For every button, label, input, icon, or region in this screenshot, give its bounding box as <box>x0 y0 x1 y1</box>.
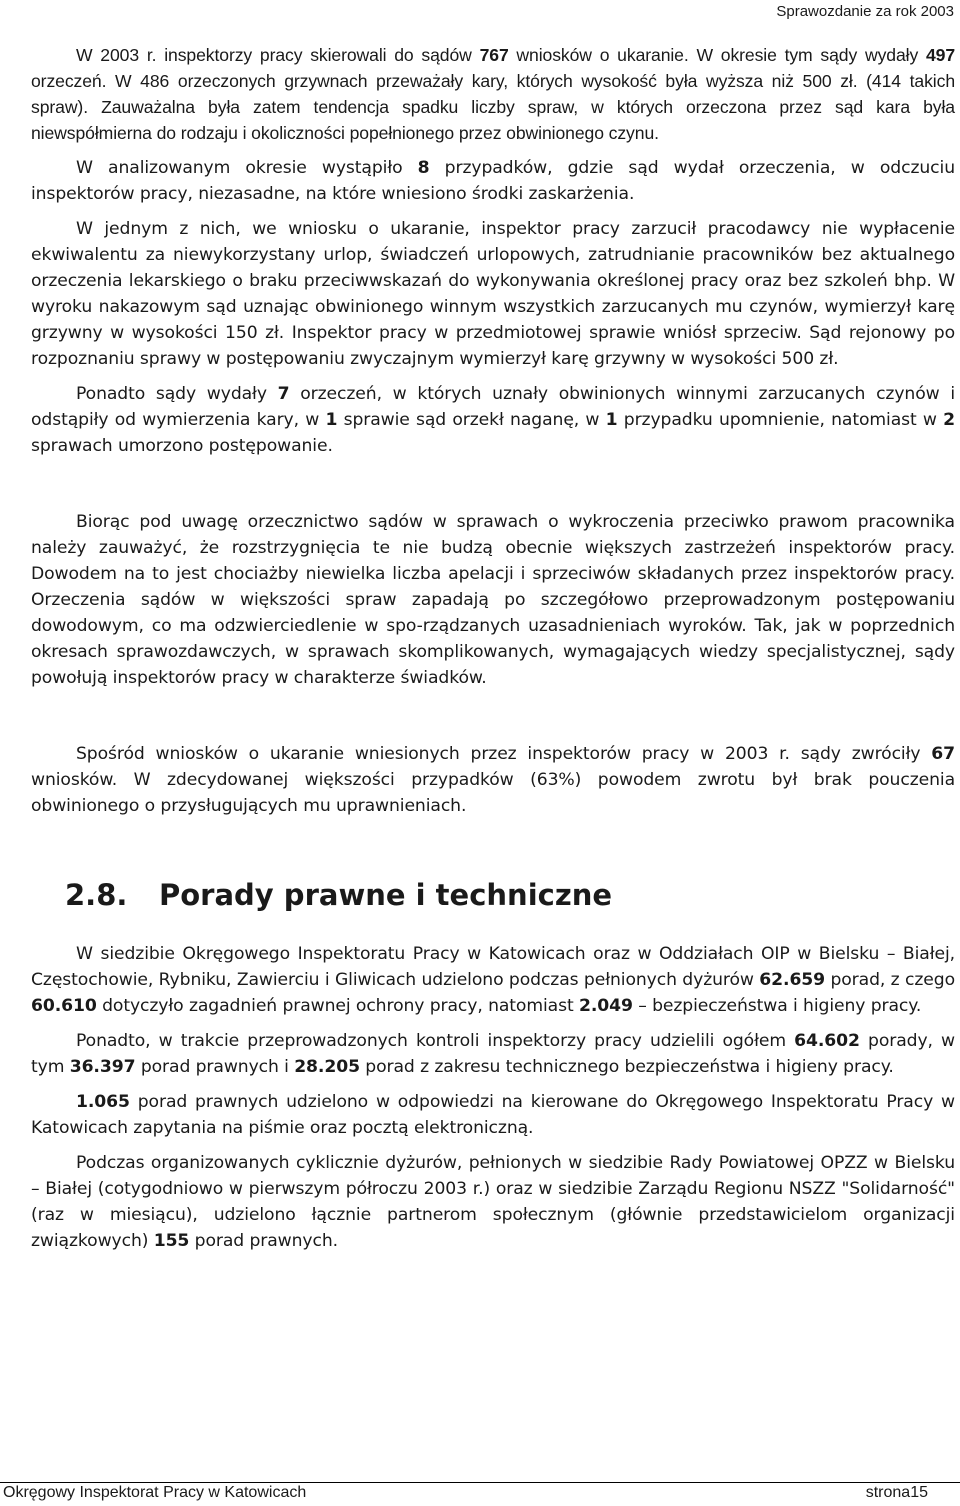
paragraph-case-law-assessment: Biorąc pod uwagę orzecznictwo sądów w sprawach o wykroczenia przeciwko prawom pracownika należy zauważyć, że rozstrzygnięcia te nie budzą obecnie większych zastrzeżeń inspektorów pracy. Dowodem na to jest chociażby niewielka liczba apelacji i sprzeciwów składanych przez inspektorów pracy. Orzeczenia sądów w większości spraw zapadają po szczegółowo przeprowadzonym postępowaniu dowodowym, co ma odzwierciedlenie w spo-rządzanych uzasadnieniach wyroków. Tak, jak w poprzednich okresach sprawozdawczych, w sprawach skomplikowanych, wymagających wiedzy specjalistycznej, sądy powołują inspektorów pracy w charakterze świadków. <box>31 512 955 688</box>
section-title: Porady prawne i techniczne <box>159 878 613 912</box>
section-heading <box>65 875 955 915</box>
section-number: 2.8. <box>65 878 128 912</box>
paragraph-union-duties: Podczas organizowanych cyklicznie dyżurów, pełnionych w siedzibie Rady Powiatowej OPZZ w Bielsku – Białej (cotygodniowo w pierwszym półroczu 2003 r.) oraz w siedzibie Zarządu Regionu NSZZ "Solidarność" (raz w miesiącu), udzielono łącznie partnerom społecznym (głównie przedstawicielom organizacji związkowych) 155 porad prawnych. <box>31 1153 955 1251</box>
paragraph-inspection-advice: Ponadto, w trakcie przeprowadzonych kontroli inspektorzy pracy udzielili ogółem 64.602 porady, w tym 36.397 porad prawnych i 28.205 porad z zakresu technicznego bezpieczeństwa i higieny pracy. <box>31 1031 956 1077</box>
paragraph-example-case: W jednym z nich, we wniosku o ukaranie, inspektor pracy zarzucił pracodawcy nie wypłacenie ekwiwalentu za niewykorzystany urlop, świadczeń urlopowych, zatrudnianie pracowników bez aktualnego orzeczenia lekarskiego o braku przeciwwskazań do wykonywania określonej pracy oraz bez szkoleń bhp. W wyroku nakazowym sąd uznając obwinionego winnym wszystkich zarzucanych mu czynów, wymierzył karę grzywny w wysokości 150 zł. Inspektor pracy w przedmiotowej sprawie wniósł sprzeciw. Sąd rejonowy po rozpoznaniu sprawy w postępowaniu zwyczajnym wymierzył karę grzywny w wysokości 500 zł. <box>31 219 955 369</box>
paragraph-returned-motions: Spośród wniosków o ukaranie wniesionych przez inspektorów pracy w 2003 r. sądy zwróciły 67 wniosków. W zdecydowanej większości przypadków (63%) powodem zwrotu był brak pouczenia obwinionego o przysługujących mu uprawnieniach. <box>31 744 955 816</box>
paragraph-court-motions: W 2003 r. inspektorzy pracy skierowali do sądów 767 wniosków o ukaranie. W okresie tym sądy wydały 497 orzeczeń. W 486 orzeczonych grzywnach przeważały kary, których wysokość była wyższa niż 500 zł. (414 takich spraw). Zauważalna była zatem tendencja spadku liczby spraw, w których orzeczona przez sąd kara była niewspółmierna do rodzaju i okoliczności popełnionego przez obwinionego czynu. <box>31 45 956 143</box>
paragraph-appealed-rulings: W analizowanym okresie wystąpiło 8 przypadków, gdzie sąd wydał orzeczenia, w odczuciu inspektorów pracy, niezasadne, na które wniesiono środki zaskarżenia. <box>31 158 955 204</box>
paragraph-written-advice: 1.065 porad prawnych udzielono w odpowiedzi na kierowane do Okręgowego Inspektoratu Pracy w Katowicach zapytania na piśmie oraz pocztą elektroniczną. <box>31 1092 955 1138</box>
running-header: Sprawozdanie za rok 2003 <box>776 3 954 20</box>
paragraph-other-rulings: Ponadto sądy wydały 7 orzeczeń, w których uznały obwinionych winnymi zarzucanych czynów i odstąpiły od wymierzenia kary, w 1 sprawie sąd orzekł naganę, w 1 przypadku upomnienie, natomiast w 2 sprawach umorzono postępowanie. <box>31 384 956 456</box>
page-number: strona15 <box>865 1484 928 1501</box>
page-body <box>31 42 955 1254</box>
paragraph-duty-advice: W siedzibie Okręgowego Inspektoratu Pracy w Katowicach oraz w Oddziałach OIP w Bielsku – Białej, Częstochowie, Rybniku, Zawierciu i Gliwicach udzielono podczas pełnionych dyżurów 62.659 porad, z czego 60.610 dotyczyło zagadnień prawnej ochrony pracy, natomiast 2.049 – bezpieczeństwa i higieny pracy. <box>31 944 955 1016</box>
page-footer <box>0 1482 960 1501</box>
footer-institution: Okręgowy Inspektorat Pracy w Katowicach <box>3 1484 307 1501</box>
